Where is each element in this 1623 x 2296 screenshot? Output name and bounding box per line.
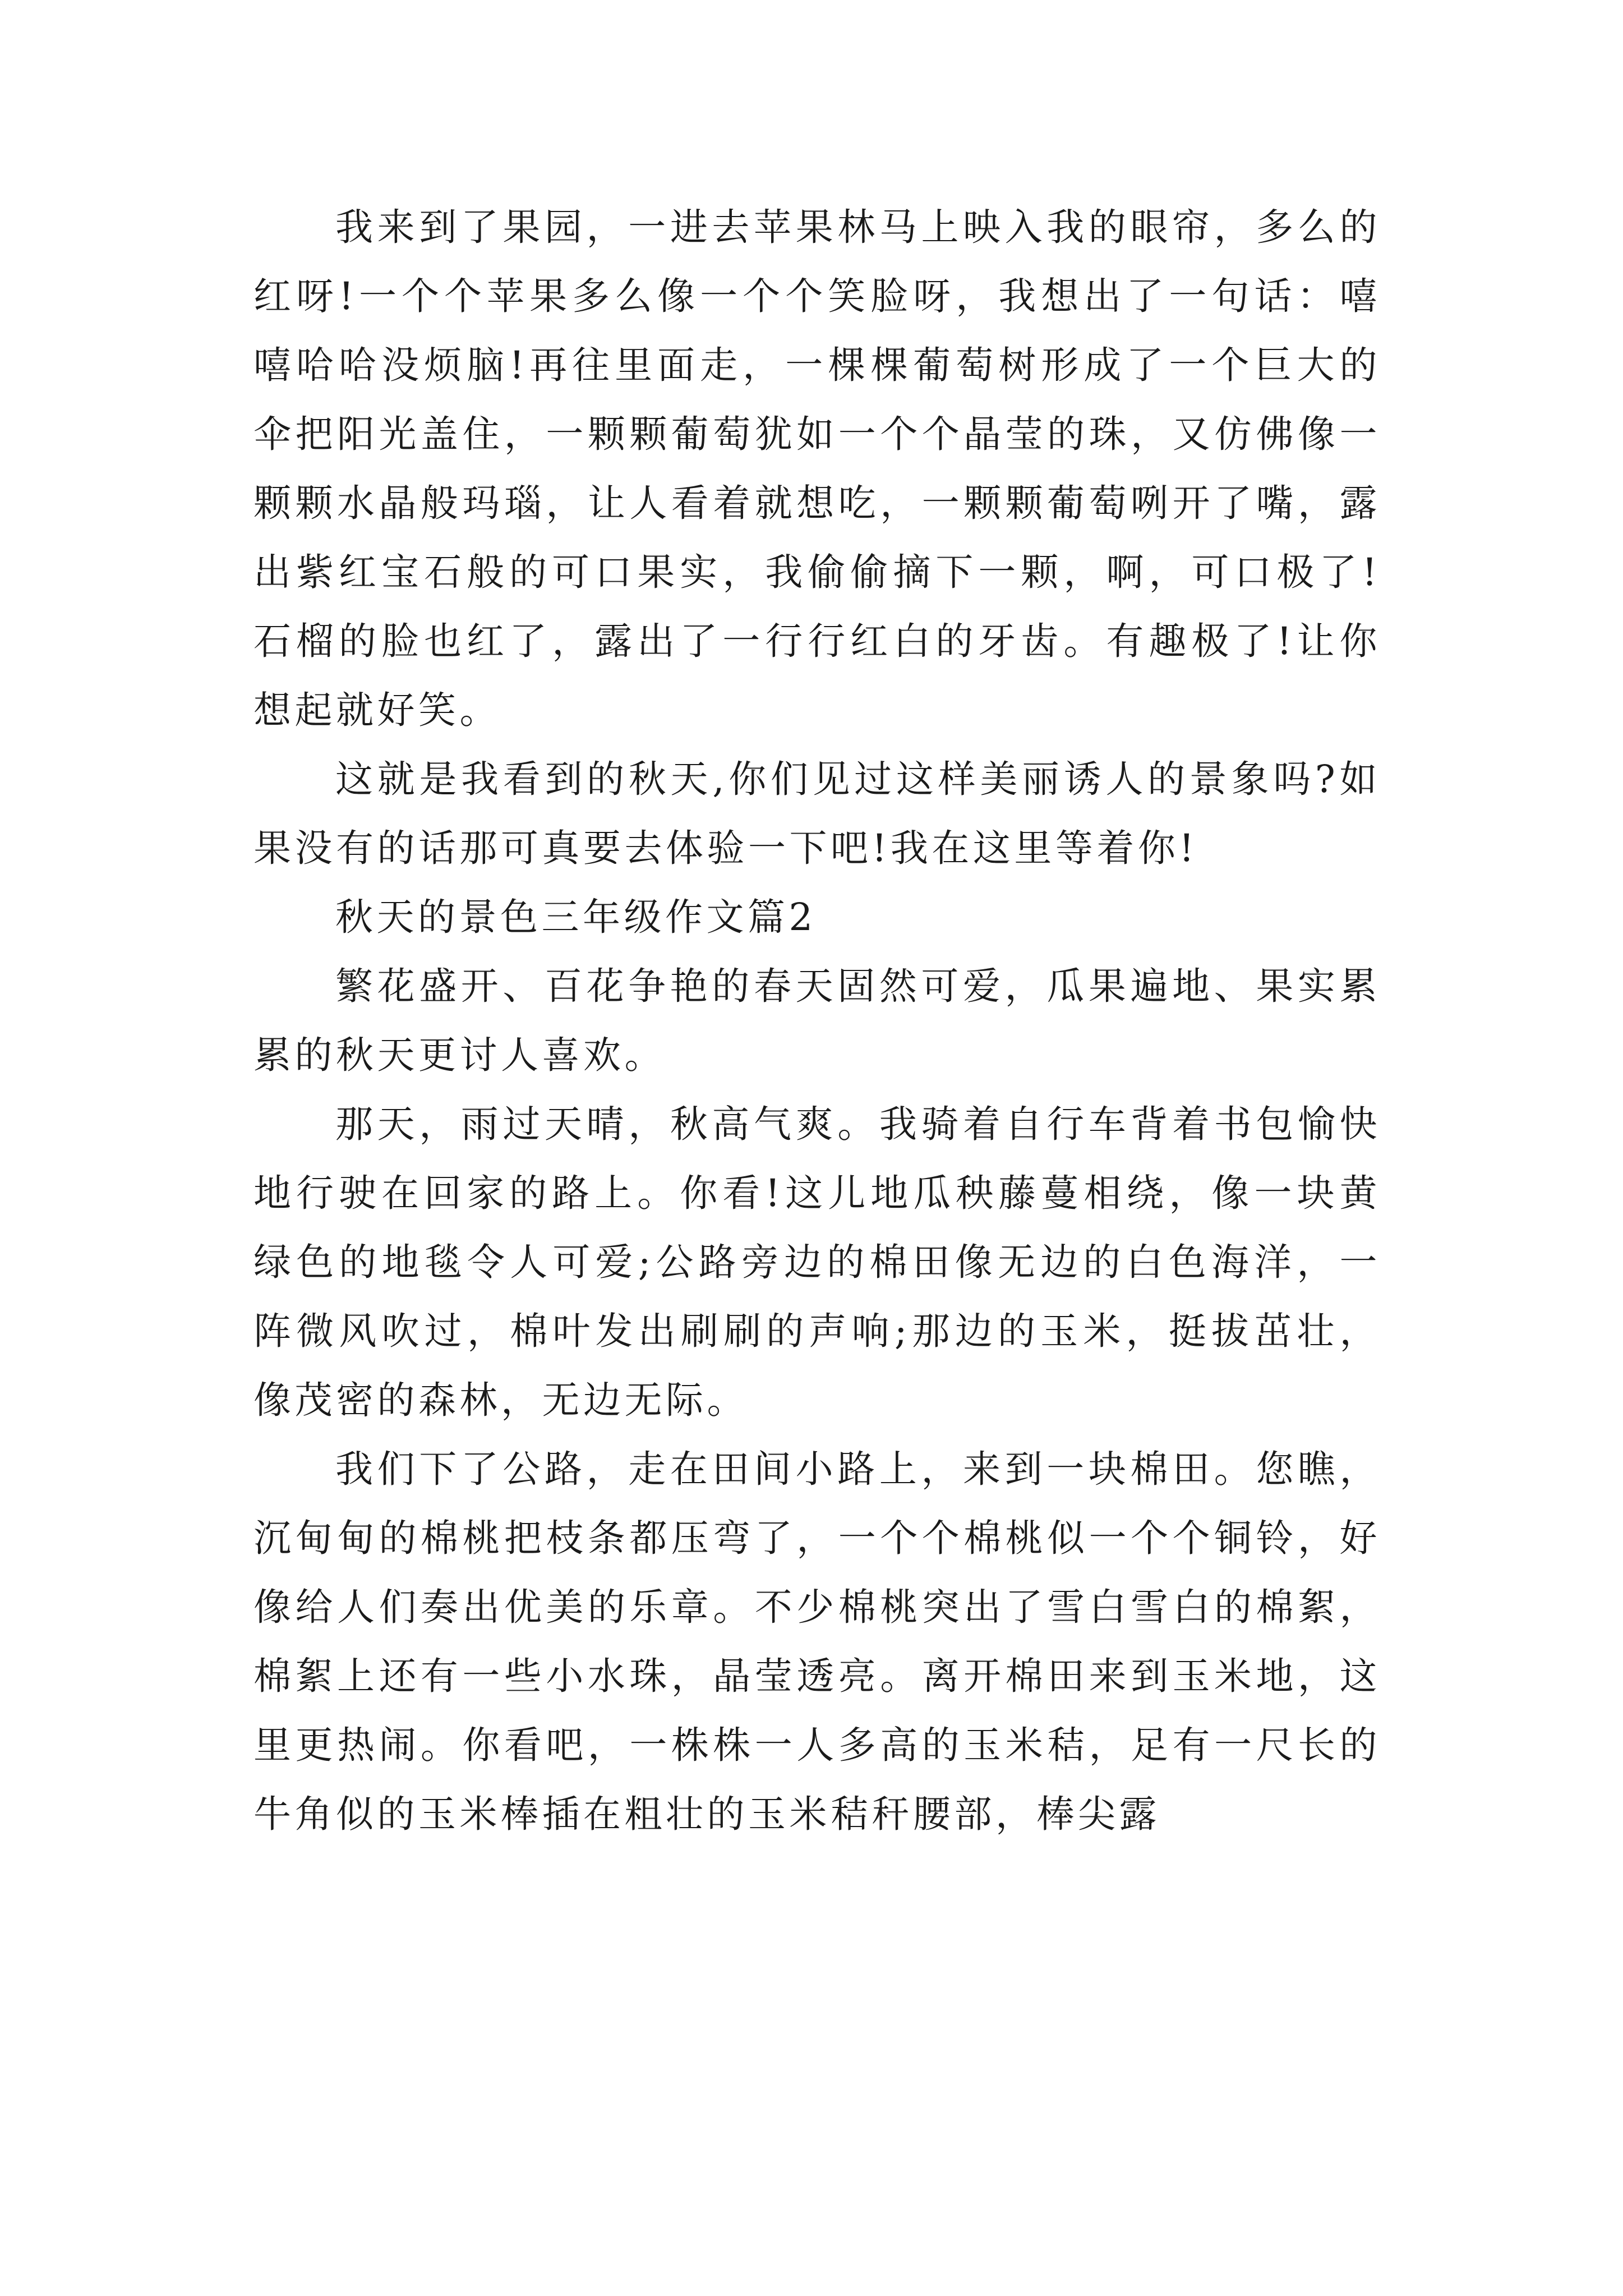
line: 如果没有的话那可真要去体验一下吧!我在这里等着你! — [253, 757, 1381, 870]
line: 一尺长的牛角似的玉米棒插在粗壮的玉米秸秆腰部，棒尖露 — [253, 1723, 1381, 1836]
paragraph-road-home — [253, 1090, 1381, 1435]
paragraph-cotton-field — [253, 1435, 1381, 1849]
line: 絮，棉絮上还有一些小水珠，晶莹透亮。离开棉田来到玉米 — [253, 1585, 1381, 1698]
line: 嘻嘻哈哈没烦脑!再往里面走，一棵棵葡萄树形成了一个巨 — [253, 274, 1381, 387]
line: 我来到了果园，一进去苹果林马上映入我的眼帘，多么 — [335, 205, 1340, 249]
line: 佛像一颗颗水晶般玛瑙，让人看着就想吃，一颗颗葡萄咧开 — [253, 412, 1381, 525]
line: 地，这里更热闹。你看吧，一株株一人多高的玉米秸，足有 — [253, 1654, 1381, 1767]
line: 大的伞把阳光盖住，一颗颗葡萄犹如一个个晶莹的珠，又仿 — [253, 343, 1381, 456]
paragraph-autumn-conclusion — [253, 745, 1381, 883]
line: 可口极了!石榴的脸也红了，露出了一行行红白的牙齿。有 — [253, 550, 1381, 663]
paragraph-orchard — [253, 193, 1381, 745]
heading-text: 秋天的景色三年级作文篇2 — [335, 895, 817, 939]
paragraph-intro — [253, 952, 1381, 1090]
section-heading — [253, 883, 1381, 952]
line: 我们下了公路，走在田间小路上，来到一块棉田。您瞧， — [335, 1447, 1381, 1491]
line: 那天，雨过天晴，秋高气爽。我骑着自行车背着书包愉 — [335, 1102, 1340, 1146]
line: 好像给人们奏出优美的乐章。不少棉桃突出了雪白雪白的棉 — [253, 1516, 1381, 1629]
line: 块黄绿色的地毯令人可爱;公路旁边的棉田像无边的白色海 — [253, 1171, 1381, 1284]
line: 拔茁壮，像茂密的森林，无边无际。 — [253, 1309, 1381, 1422]
line: 的红呀!一个个苹果多么像一个个笑脸呀，我想出了一句话： — [253, 205, 1381, 318]
line: 洋，一阵微风吹过，棉叶发出刷刷的声响;那边的玉米，挺 — [253, 1240, 1381, 1353]
line: 趣极了!让你想起就好笑。 — [253, 619, 1381, 732]
line: 繁花盛开、百花争艳的春天固然可爱，瓜果遍地、果实 — [335, 964, 1340, 1008]
line: 累累的秋天更讨人喜欢。 — [253, 964, 1381, 1077]
line: 快地行驶在回家的路上。你看!这儿地瓜秧藤蔓相绕，像一 — [253, 1102, 1381, 1215]
line: 了嘴，露出紫红宝石般的可口果实，我偷偷摘下一颗，啊， — [253, 481, 1381, 594]
document-body — [253, 193, 1381, 1849]
line: 沉甸甸的棉桃把枝条都压弯了，一个个棉桃似一个个铜铃， — [253, 1516, 1340, 1560]
line: 这就是我看到的秋天,你们见过这样美丽诱人的景象吗? — [335, 757, 1339, 801]
